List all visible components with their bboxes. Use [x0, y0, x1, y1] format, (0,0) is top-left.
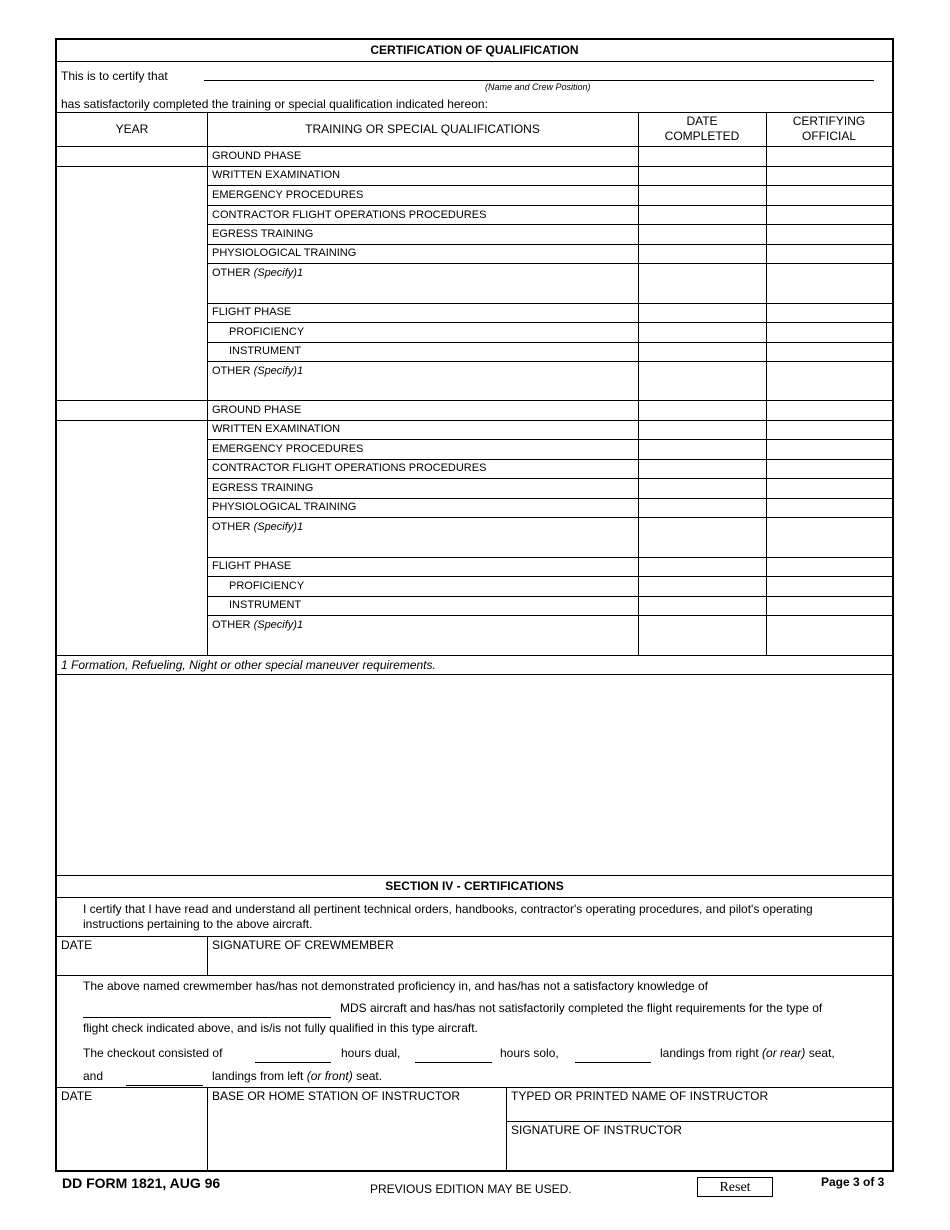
certify-text: This is to certify that: [61, 69, 168, 83]
row-divider: [207, 303, 892, 304]
signature-crew-label: SIGNATURE OF CREWMEMBER: [212, 938, 394, 952]
divider: [57, 897, 892, 898]
hours-dual-field[interactable]: [255, 1062, 331, 1063]
table-row: GROUND PHASE: [212, 404, 302, 416]
landings-right-field[interactable]: [575, 1062, 651, 1063]
signature-instr-label: SIGNATURE OF INSTRUCTOR: [511, 1123, 682, 1137]
base-station-label: BASE OR HOME STATION OF INSTRUCTOR: [212, 1089, 461, 1103]
row-divider: [207, 361, 892, 362]
table-row: PROFICIENCY: [229, 580, 305, 592]
reset-button[interactable]: Reset: [697, 1177, 773, 1197]
form-id: DD FORM 1821, AUG 96: [62, 1175, 221, 1191]
row-divider: [207, 224, 892, 225]
row-divider: [57, 655, 892, 656]
table-row: OTHER (Specify)1: [212, 619, 304, 631]
footnote: 1 Formation, Refueling, Night or other special maneuver requirements.: [61, 658, 436, 672]
completed-text: has satisfactorily completed the training or special qualification indicated hereon:: [61, 97, 488, 111]
row-divider: [57, 400, 892, 401]
certify-statement: I certify that I have read and understand all pertinent technical orders, handbooks, contractor's operating procedures, and pilot's operating instructions pertaining to the above aircraft.: [83, 902, 813, 931]
table-row: CONTRACTOR FLIGHT OPERATIONS PROCEDURES: [212, 209, 487, 221]
divider: [57, 875, 892, 876]
row-divider: [207, 576, 892, 577]
date-completed-header-1: DATE: [686, 114, 718, 128]
table-row: EMERGENCY PROCEDURES: [212, 443, 364, 455]
divider: [57, 1087, 892, 1088]
row-divider: [207, 439, 892, 440]
divider: [57, 936, 892, 937]
table-row: EMERGENCY PROCEDURES: [212, 189, 364, 201]
certification-form: [55, 38, 894, 1172]
section4-title: SECTION IV - CERTIFICATIONS: [385, 879, 564, 893]
table-row: INSTRUMENT: [229, 345, 302, 357]
certifying-official-header-1: CERTIFYING: [792, 114, 866, 128]
table-row: FLIGHT PHASE: [212, 560, 292, 572]
remarks-area[interactable]: [57, 675, 892, 874]
name-crew-position-field[interactable]: [204, 80, 874, 81]
row-divider: [207, 596, 892, 597]
and-label: and: [83, 1069, 104, 1083]
previous-edition-note: PREVIOUS EDITION MAY BE USED.: [370, 1182, 572, 1196]
mds-aircraft-field[interactable]: [83, 1017, 331, 1018]
landings-left-label: landings from left (or front) seat.: [212, 1069, 383, 1083]
row-divider: [207, 322, 892, 323]
hours-solo-field[interactable]: [415, 1062, 492, 1063]
hours-dual-label: hours dual,: [341, 1046, 401, 1060]
date-label: DATE: [61, 938, 93, 952]
date-completed-header-2: COMPLETED: [664, 129, 740, 143]
table-row: OTHER (Specify)1: [212, 365, 304, 377]
table-row: GROUND PHASE: [212, 150, 302, 162]
certifying-official-header-2: OFFICIAL: [801, 129, 856, 143]
row-divider: [207, 342, 892, 343]
table-row: OTHER (Specify)1: [212, 267, 304, 279]
table-row: INSTRUMENT: [229, 599, 302, 611]
table-row: PHYSIOLOGICAL TRAINING: [212, 247, 357, 259]
row-divider: [207, 185, 892, 186]
typed-name-label: TYPED OR PRINTED NAME OF INSTRUCTOR: [511, 1089, 769, 1103]
row-divider: [57, 420, 892, 421]
proficiency-line2: MDS aircraft and has/has not satisfactorily completed the flight requirements for the type of: [340, 1001, 823, 1015]
proficiency-line3: flight check indicated above, and is/is not fully qualified in this type aircraft.: [83, 1021, 478, 1035]
table-row: CONTRACTOR FLIGHT OPERATIONS PROCEDURES: [212, 462, 487, 474]
table-row: WRITTEN EXAMINATION: [212, 423, 341, 435]
row-divider: [207, 459, 892, 460]
cert-title: CERTIFICATION OF QUALIFICATION: [370, 43, 579, 57]
row-divider: [207, 517, 892, 518]
table-row: FLIGHT PHASE: [212, 306, 292, 318]
column-divider: [766, 112, 767, 655]
row-divider: [207, 263, 892, 264]
table-row: EGRESS TRAINING: [212, 228, 314, 240]
column-divider: [638, 112, 639, 655]
year-header: YEAR: [115, 122, 149, 136]
divider: [506, 1121, 892, 1122]
row-divider: [207, 615, 892, 616]
instr-date-label: DATE: [61, 1089, 93, 1103]
table-row: PROFICIENCY: [229, 326, 305, 338]
row-divider: [207, 205, 892, 206]
page-number: Page 3 of 3: [821, 1175, 885, 1189]
row-divider: [57, 166, 892, 167]
row-divider: [207, 478, 892, 479]
table-row: EGRESS TRAINING: [212, 482, 314, 494]
hours-solo-label: hours solo,: [500, 1046, 559, 1060]
landings-left-field[interactable]: [126, 1085, 203, 1086]
divider: [57, 61, 892, 62]
table-row: OTHER (Specify)1: [212, 521, 304, 533]
training-header: TRAINING OR SPECIAL QUALIFICATIONS: [305, 122, 540, 136]
checkout-intro: The checkout consisted of: [83, 1046, 223, 1060]
divider: [57, 975, 892, 976]
table-row: WRITTEN EXAMINATION: [212, 169, 341, 181]
column-divider: [207, 1087, 208, 1172]
column-divider: [207, 112, 208, 655]
landings-right-label: landings from right (or rear) seat,: [660, 1046, 835, 1060]
proficiency-line1: The above named crewmember has/has not demonstrated proficiency in, and has/has not a satisfactory knowledge of: [83, 979, 709, 993]
row-divider: [207, 244, 892, 245]
name-caption: (Name and Crew Position): [485, 82, 591, 92]
row-divider: [207, 557, 892, 558]
column-divider: [506, 1087, 507, 1172]
row-divider: [207, 498, 892, 499]
column-divider: [207, 936, 208, 975]
table-row: PHYSIOLOGICAL TRAINING: [212, 501, 357, 513]
